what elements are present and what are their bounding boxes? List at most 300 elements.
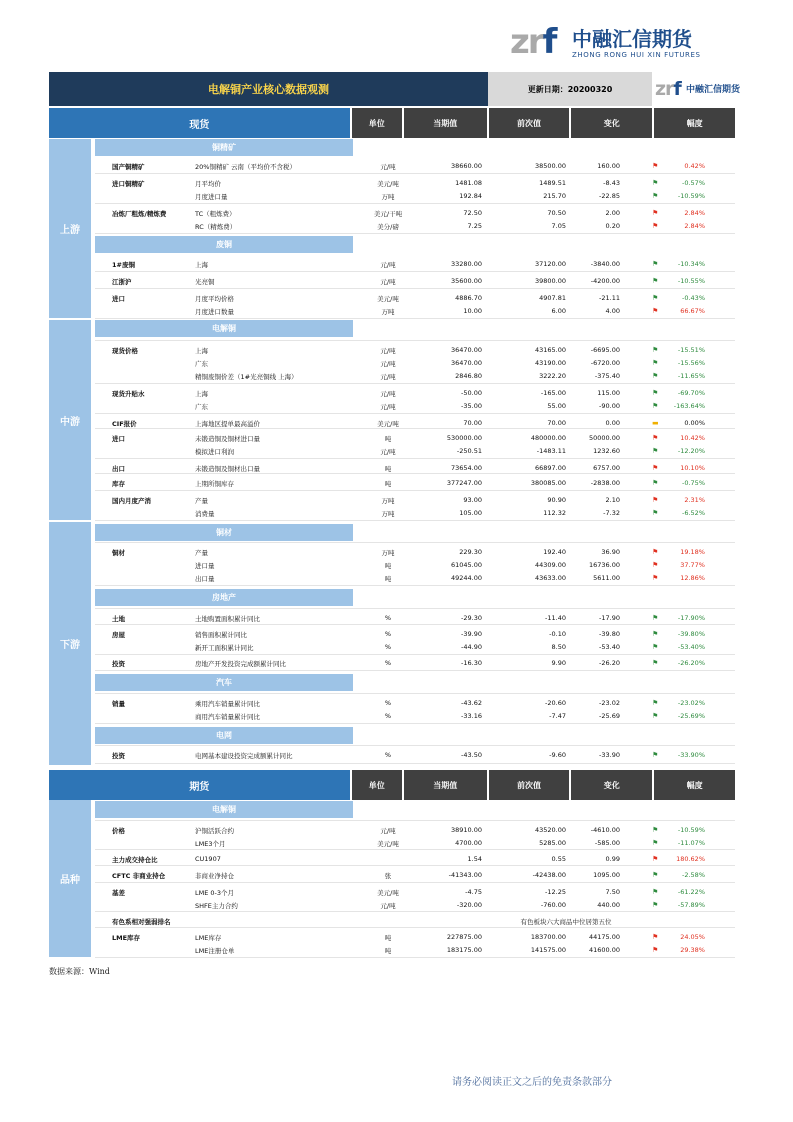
section-copper-products: 铜材 [95,524,353,541]
down-flag-icon: ⚑ [652,359,659,367]
disclaimer-footer: 请务必阅读正文之后的免责条款部分 [452,1077,612,1088]
row-current-value: 70.00 [463,419,482,427]
row-percent: -10.34% [677,260,705,268]
row-previous-value: 55.00 [547,402,566,410]
row-indicator: 乘用汽车销量累计同比 [195,700,260,708]
row-previous-value: 8.50 [551,643,566,651]
row-unit: 元/吨 [380,360,396,368]
row-current-value: 1481.08 [455,179,482,187]
row-change: -25.69 [599,712,620,720]
row-divider [95,585,735,586]
row-divider [95,383,735,384]
row-category: 现货价格 [112,347,138,355]
row-category: 铜材 [112,549,125,557]
table-row [95,292,735,305]
row-unit: 元/吨 [380,373,396,381]
row-previous-value: 480000.00 [530,434,566,442]
spot-table-header [49,108,735,138]
row-unit: 吨 [384,934,392,942]
row-indicator: 月度进口量 [195,193,228,201]
row-divider [95,624,735,625]
header-percent: 幅度 [654,770,735,800]
up-flag-icon: ⚑ [652,307,659,315]
row-unit: % [384,712,392,720]
row-previous-value: -42438.00 [532,871,566,879]
row-indicator: LME 0-3个月 [195,889,235,897]
row-current-value: 33280.00 [450,260,482,268]
row-divider [95,288,735,289]
row-previous-value: 66897.00 [534,464,566,472]
down-flag-icon: ⚑ [652,192,659,200]
row-current-value: -41343.00 [448,871,482,879]
row-indicator: 土地购置面积累计同比 [195,615,260,623]
row-change: -21.11 [599,294,620,302]
row-unit: 吨 [384,575,392,583]
up-flag-icon: ⚑ [652,209,659,217]
row-category: 基差 [112,889,125,897]
row-indicator: 商用汽车销量累计同比 [195,713,260,721]
row-previous-value: 39800.00 [534,277,566,285]
row-category: CIF报价 [112,420,137,428]
row-previous-value: -11.40 [545,614,566,622]
row-change: -17.90 [599,614,620,622]
row-percent: 2.84% [684,209,705,217]
row-change: -7.32 [603,509,620,517]
row-percent: -10.59% [677,192,705,200]
row-percent: 2.84% [684,222,705,230]
stage-midstream: 中游 [49,320,91,520]
row-current-value: 61045.00 [450,561,482,569]
row-category: 进口铜精矿 [112,180,145,188]
row-indicator: 光亮铜 [195,278,215,286]
down-flag-icon: ⚑ [652,614,659,622]
down-flag-icon: ⚑ [652,659,659,667]
row-change: 1095.00 [593,871,620,879]
row-indicator: 上海 [195,261,208,269]
down-flag-icon: ⚑ [652,479,659,487]
row-change: -33.90 [599,751,620,759]
row-percent: -10.59% [677,826,705,834]
row-indicator: CU1907 [195,855,221,863]
row-divider [95,820,735,821]
row-change: -3840.00 [590,260,620,268]
row-percent: 10.42% [680,434,705,442]
row-current-value: 93.00 [463,496,482,504]
row-change: 16736.00 [588,561,620,569]
row-percent: 2.31% [684,496,705,504]
down-flag-icon: ⚑ [652,643,659,651]
row-indicator: 未锻造铜及铜材进口量 [195,435,260,443]
row-previous-value: -165.00 [540,389,566,397]
row-current-value: 49244.00 [450,574,482,582]
row-divider [95,693,735,694]
section-auto: 汽车 [95,674,353,691]
down-flag-icon: ⚑ [652,389,659,397]
row-percent: 12.86% [680,574,705,582]
row-current-value: 38910.00 [450,826,482,834]
row-category: 销量 [112,700,125,708]
row-previous-value: 5285.00 [539,839,566,847]
row-previous-value: 6.00 [551,307,566,315]
row-unit: 元/吨 [380,278,396,286]
row-change: 2.10 [605,496,620,504]
table-row [95,477,735,490]
row-indicator: 电网基本建设投资完成额累计同比 [195,752,293,760]
row-previous-value: 112.32 [543,509,566,517]
title-bar [49,72,741,106]
row-current-value: -250.51 [456,447,482,455]
row-change: 2.00 [605,209,620,217]
row-percent: 19.18% [680,548,705,556]
row-percent: -17.90% [677,614,705,622]
row-divider [95,340,735,341]
logo-mark: zrf [510,22,556,62]
header-current: 当期值 [404,770,487,800]
row-indicator: 非商业净持仓 [195,872,234,880]
row-unit: 美元/吨 [377,420,399,428]
row-current-value: 73654.00 [450,464,482,472]
row-current-value: -44.90 [461,643,482,651]
table-row [95,344,735,357]
row-current-value: 4886.70 [455,294,482,302]
row-change: 1232.60 [593,447,620,455]
row-current-value: -33.16 [461,712,482,720]
row-indicator: 房地产开发投资完成额累计同比 [195,660,286,668]
row-divider [95,520,735,521]
row-divider [95,173,735,174]
row-previous-value: 43190.00 [534,359,566,367]
row-indicator: LME注册仓单 [195,947,235,955]
row-category: 投资 [112,660,125,668]
row-change: 0.20 [605,222,620,230]
row-percent: -0.57% [682,179,705,187]
row-previous-value: 3222.20 [539,372,566,380]
row-divider [95,428,735,429]
header-percent: 幅度 [654,108,735,138]
table-row [95,400,735,413]
row-previous-value: -7.47 [549,712,566,720]
row-change: 50000.00 [588,434,620,442]
row-change: 440.00 [597,901,620,909]
row-unit: 元/吨 [380,390,396,398]
header-previous: 前次值 [489,770,570,800]
row-percent: -11.65% [677,372,705,380]
section-electrolytic-copper: 电解铜 [95,320,353,337]
section-power-grid: 电网 [95,727,353,744]
table-row [95,628,735,641]
down-flag-icon: ⚑ [652,888,659,896]
row-divider [95,654,735,655]
table-row [95,944,735,957]
row-percent: -25.69% [677,712,705,720]
row-previous-value: 1489.51 [539,179,566,187]
table-row [95,432,735,445]
row-previous-value: 9.90 [551,659,566,667]
row-indicator: 未锻造铜及铜材出口量 [195,465,260,473]
row-current-value: -16.30 [461,659,482,667]
row-category: 主力成交持仓比 [112,856,158,864]
row-change: 44175.00 [588,933,620,941]
row-percent: -23.02% [677,699,705,707]
table-row [95,258,735,271]
stage-upstream: 上游 [49,139,91,318]
row-percent: -15.56% [677,359,705,367]
down-flag-icon: ⚑ [652,839,659,847]
row-unit: % [384,643,392,651]
up-flag-icon: ⚑ [652,946,659,954]
table-row [95,160,735,173]
row-change: 36.90 [601,548,620,556]
row-change: -6695.00 [590,346,620,354]
row-previous-value: 192.40 [543,548,566,556]
row-current-value: 10.00 [463,307,482,315]
row-current-value: -4.75 [465,888,482,896]
row-divider [95,542,735,543]
header-unit: 单位 [352,770,402,800]
row-percent: -0.75% [682,479,705,487]
table-row [95,220,735,233]
page-title: 电解铜产业核心数据观测 [49,72,488,106]
row-unit: 美元/吨 [377,295,399,303]
row-divider [95,882,735,883]
row-current-value: 530000.00 [446,434,482,442]
row-indicator: 精铜废铜价差（1#光亮铜线 上海） [195,373,298,381]
table-row [95,387,735,400]
row-unit: 元/吨 [380,347,396,355]
row-divider [95,865,735,866]
row-change: -585.00 [594,839,620,847]
row-change: 7.50 [605,888,620,896]
row-unit: 元/吨 [380,163,396,171]
row-current-value: 7.25 [467,222,482,230]
row-category: 进口 [112,435,125,443]
row-change: -8.43 [603,179,620,187]
row-percent: -11.07% [677,839,705,847]
row-previous-value: -760.00 [540,901,566,909]
row-change: 0.99 [605,855,620,863]
down-flag-icon: ⚑ [652,447,659,455]
row-indicator: 模拟进口利润 [195,448,234,456]
row-unit: 元/吨 [380,261,396,269]
table-row [95,572,735,585]
row-previous-value: -20.60 [545,699,566,707]
up-flag-icon: ⚑ [652,933,659,941]
row-previous-value: -0.10 [549,630,566,638]
table-row [95,190,735,203]
row-percent: -57.89% [677,901,705,909]
table-row [95,546,735,559]
row-previous-value: 141575.00 [530,946,566,954]
up-flag-icon: ⚑ [652,561,659,569]
row-previous-value: 0.55 [551,855,566,863]
row-divider [95,233,735,234]
row-category: 国产铜精矿 [112,163,145,171]
row-divider [95,271,735,272]
row-change: 0.00 [605,419,620,427]
up-flag-icon: ⚑ [652,496,659,504]
row-current-value: 36470.00 [450,359,482,367]
row-indicator: 广东 [195,403,208,411]
logo-company-name-en: ZHONG RONG HUI XIN FUTURES [572,51,701,59]
section-real-estate: 房地产 [95,589,353,606]
down-flag-icon: ⚑ [652,826,659,834]
row-indicator: 20%铜精矿 云南（平均价不含税） [195,163,297,171]
row-unit: 吨 [384,562,392,570]
row-percent: 29.38% [680,946,705,954]
row-divider [95,723,735,724]
row-category: 现货升贴水 [112,390,145,398]
data-source: 数据来源：Wind [49,967,110,976]
row-change: -39.80 [599,630,620,638]
header-unit: 单位 [352,108,402,138]
row-previous-value: 70.50 [547,209,566,217]
row-indicator: 月度进口数量 [195,308,234,316]
table-row [95,710,735,723]
row-unit: 美元/吨 [377,180,399,188]
up-flag-icon: ⚑ [652,855,659,863]
up-flag-icon: ⚑ [652,464,659,472]
row-indicator: TC（粗炼费） [195,210,236,218]
row-percent: -10.55% [677,277,705,285]
row-unit: 美分/磅 [377,223,399,231]
row-change: -53.40 [599,643,620,651]
header-previous: 前次值 [489,108,570,138]
row-indicator: LME库存 [195,934,222,942]
row-percent: -12.20% [677,447,705,455]
row-unit: 张 [384,872,392,880]
row-change: 4.00 [605,307,620,315]
row-category: 库存 [112,480,125,488]
row-current-value: 192.84 [459,192,482,200]
row-current-value: -320.00 [456,901,482,909]
row-current-value: 229.30 [459,548,482,556]
row-indicator: 月度平均价格 [195,295,234,303]
table-row [95,494,735,507]
table-row [95,697,735,710]
row-unit: 吨 [384,465,392,473]
row-percent: -2.58% [682,871,705,879]
row-category: LME库存 [112,934,141,942]
table-row [95,445,735,458]
row-previous-value: 380085.00 [530,479,566,487]
row-change: -26.20 [599,659,620,667]
row-percent: 0.42% [684,162,705,170]
row-indicator: 销售面积累计同比 [195,631,247,639]
header-change: 变化 [571,108,652,138]
down-flag-icon: ⚑ [652,699,659,707]
row-percent: 66.67% [680,307,705,315]
row-divider [95,608,735,609]
row-current-value: -39.90 [461,630,482,638]
row-change: -2838.00 [590,479,620,487]
table-row [95,886,735,899]
row-current-value: -35.00 [461,402,482,410]
section-copper-concentrate: 铜精矿 [95,139,353,156]
up-flag-icon: ⚑ [652,574,659,582]
row-previous-value: 4907.81 [539,294,566,302]
row-unit: 元/吨 [380,902,396,910]
row-percent: -163.64% [673,402,705,410]
down-flag-icon: ⚑ [652,871,659,879]
row-unit: 万吨 [381,497,395,505]
row-change: -90.00 [599,402,620,410]
row-indicator: 产量 [195,549,208,557]
company-logo [510,18,710,66]
row-percent: -0.43% [682,294,705,302]
header-current: 当期值 [404,108,487,138]
row-indicator: 进口量 [195,562,215,570]
row-unit: 万吨 [381,193,395,201]
row-unit: 万吨 [381,308,395,316]
row-divider [95,318,735,319]
row-change: 115.00 [597,389,620,397]
down-flag-icon: ⚑ [652,372,659,380]
row-divider [95,849,735,850]
row-percent: -6.52% [682,509,705,517]
row-divider [95,458,735,459]
row-category: 1#废铜 [112,261,135,269]
row-percent: -26.20% [677,659,705,667]
row-change: 6757.00 [593,464,620,472]
row-divider [95,203,735,204]
table-row [95,370,735,383]
section-scrap-copper: 废铜 [95,236,353,253]
row-current-value: -29.30 [461,614,482,622]
row-divider [95,670,735,671]
table-row [95,275,735,288]
row-divider [95,490,735,491]
row-current-value: -50.00 [461,389,482,397]
down-flag-icon: ⚑ [652,630,659,638]
row-current-value: -43.62 [461,699,482,707]
row-unit: % [384,659,392,667]
row-divider [95,957,735,958]
row-category: 投资 [112,752,125,760]
table-row [95,749,735,762]
row-unit: 吨 [384,435,392,443]
up-flag-icon: ⚑ [652,222,659,230]
row-category: 冶炼厂粗炼/精炼费 [112,210,167,218]
row-indicator: 上期所铜库存 [195,480,234,488]
row-current-value: 183175.00 [446,946,482,954]
row-current-value: 227875.00 [446,933,482,941]
row-change: -23.02 [599,699,620,707]
down-flag-icon: ⚑ [652,260,659,268]
row-percent: 24.05% [680,933,705,941]
row-category: 房屋 [112,631,125,639]
down-flag-icon: ⚑ [652,294,659,302]
down-flag-icon: ⚑ [652,346,659,354]
row-change: -4200.00 [590,277,620,285]
row-previous-value: 43165.00 [534,346,566,354]
row-category: 价格 [112,827,125,835]
row-percent: -53.40% [677,643,705,651]
down-flag-icon: ⚑ [652,509,659,517]
table-row [95,931,735,944]
down-flag-icon: ⚑ [652,402,659,410]
row-unit: 吨 [384,480,392,488]
row-percent: -69.70% [677,389,705,397]
row-percent: 37.77% [680,561,705,569]
row-indicator: 上海 [195,347,208,355]
table-row [95,641,735,654]
row-previous-value: 70.00 [547,419,566,427]
row-category: 国内月度产消 [112,497,151,505]
row-change: -6720.00 [590,359,620,367]
row-indicator: 广东 [195,360,208,368]
row-previous-value: -9.60 [549,751,566,759]
row-current-value: 1.54 [467,855,482,863]
